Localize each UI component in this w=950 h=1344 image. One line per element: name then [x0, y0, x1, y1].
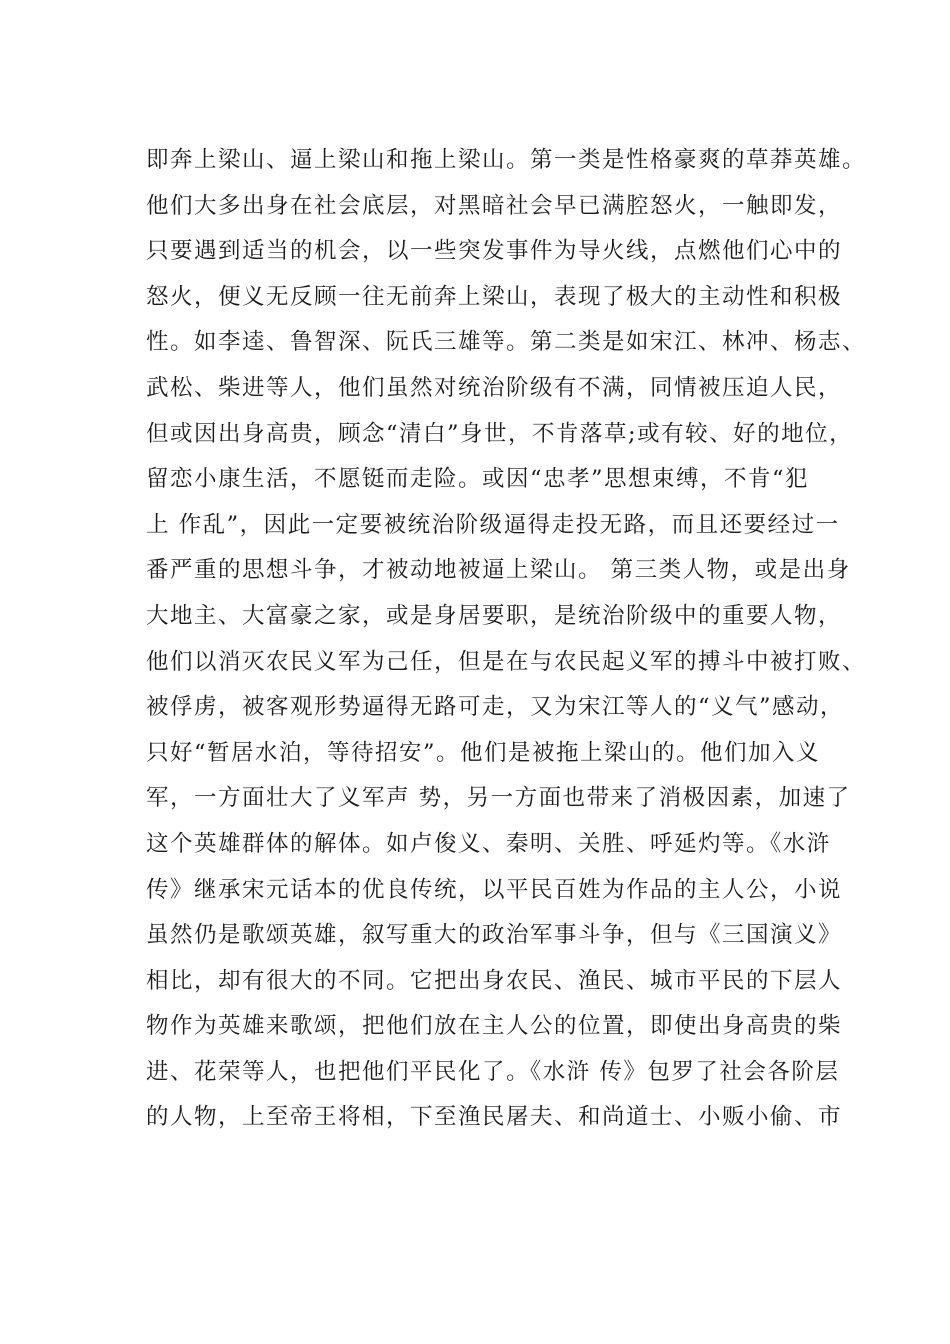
text-line-14: 只好“暂居水泊，等待招安”。他们是被拖上梁山的。他们加入义: [146, 739, 821, 766]
text-line-7: 但或因出身高贵，顾念“清白”身世，不肯落草;或有较、好的地位，: [146, 420, 854, 447]
text-line-10: 番严重的思想斗争，才被动地被逼上梁山。 第三类人物，或是出身: [146, 557, 851, 584]
text-line-19: 相比，却有很大的不同。它把出身农民、渔民、城市平民的下层人: [146, 967, 843, 994]
text-line-22: 的人物，上至帝王将相，下至渔民屠夫、和尚道士、小贩小偷、市: [146, 1104, 843, 1131]
text-line-12: 他们以消灭农民义军为己任，但是在与农民起义军的搏斗中被打败、: [146, 648, 867, 675]
text-line-17: 传》继承宋元话本的优良传统，以平民百姓为作品的主人公，小说: [146, 876, 843, 903]
body-text: [146, 138, 867, 1141]
text-line-18: 虽然仍是歌颂英雄，叙写重大的政治军事斗争，但与《三国演义》: [146, 922, 843, 949]
text-line-20: 物作为英雄来歌颂，把他们放在主人公的位置，即使出身高贵的柴: [146, 1013, 843, 1040]
text-line-1: 即奔上梁山、逼上梁山和拖上梁山。第一类是性格豪爽的草莽英雄。: [146, 147, 867, 173]
text-line-4: 怒火，便义无反顾一往无前奔上梁山，表现了极大的主动性和积极: [146, 283, 843, 310]
text-line-15: 军，一方面壮大了义军声 势，另一方面也带来了消极因素，加速了: [146, 785, 851, 812]
text-line-8: 留恋小康生活，不愿铤而走险。或因“忠孝”思想束缚，不肯“犯: [146, 466, 810, 493]
text-line-5: 性。如李逵、鲁智深、阮氏三雄等。第二类是如宋江、林冲、杨志、: [146, 329, 867, 356]
text-line-21: 进、花荣等人，也把他们平民化了。《水浒 传》包罗了社会各阶层: [146, 1058, 840, 1085]
text-line-6: 武松、柴进等人，他们虽然对统治阶级有不满，同情被压迫人民，: [146, 374, 843, 401]
text-line-13: 被俘虏，被客观形势逼得无路可走，又为宋江等人的“义气”感动，: [146, 694, 845, 721]
text-line-16: 这个英雄群体的解体。如卢俊义、秦明、关胜、呼延灼等。《水浒: [146, 830, 831, 857]
text-line-2: 他们大多出身在社会底层，对黑暗社会早已满腔怒火，一触即发，: [146, 192, 843, 219]
text-line-9: 上 作乱”，因此一定要被统治阶级逼得走投无路，而且还要经过一: [146, 511, 840, 538]
text-line-3: 只要遇到适当的机会，以一些突发事件为导火线，点燃他们心中的: [146, 238, 843, 265]
text-line-11: 大地主、大富豪之家，或是身居要职，是统治阶级中的重要人物，: [146, 602, 843, 629]
